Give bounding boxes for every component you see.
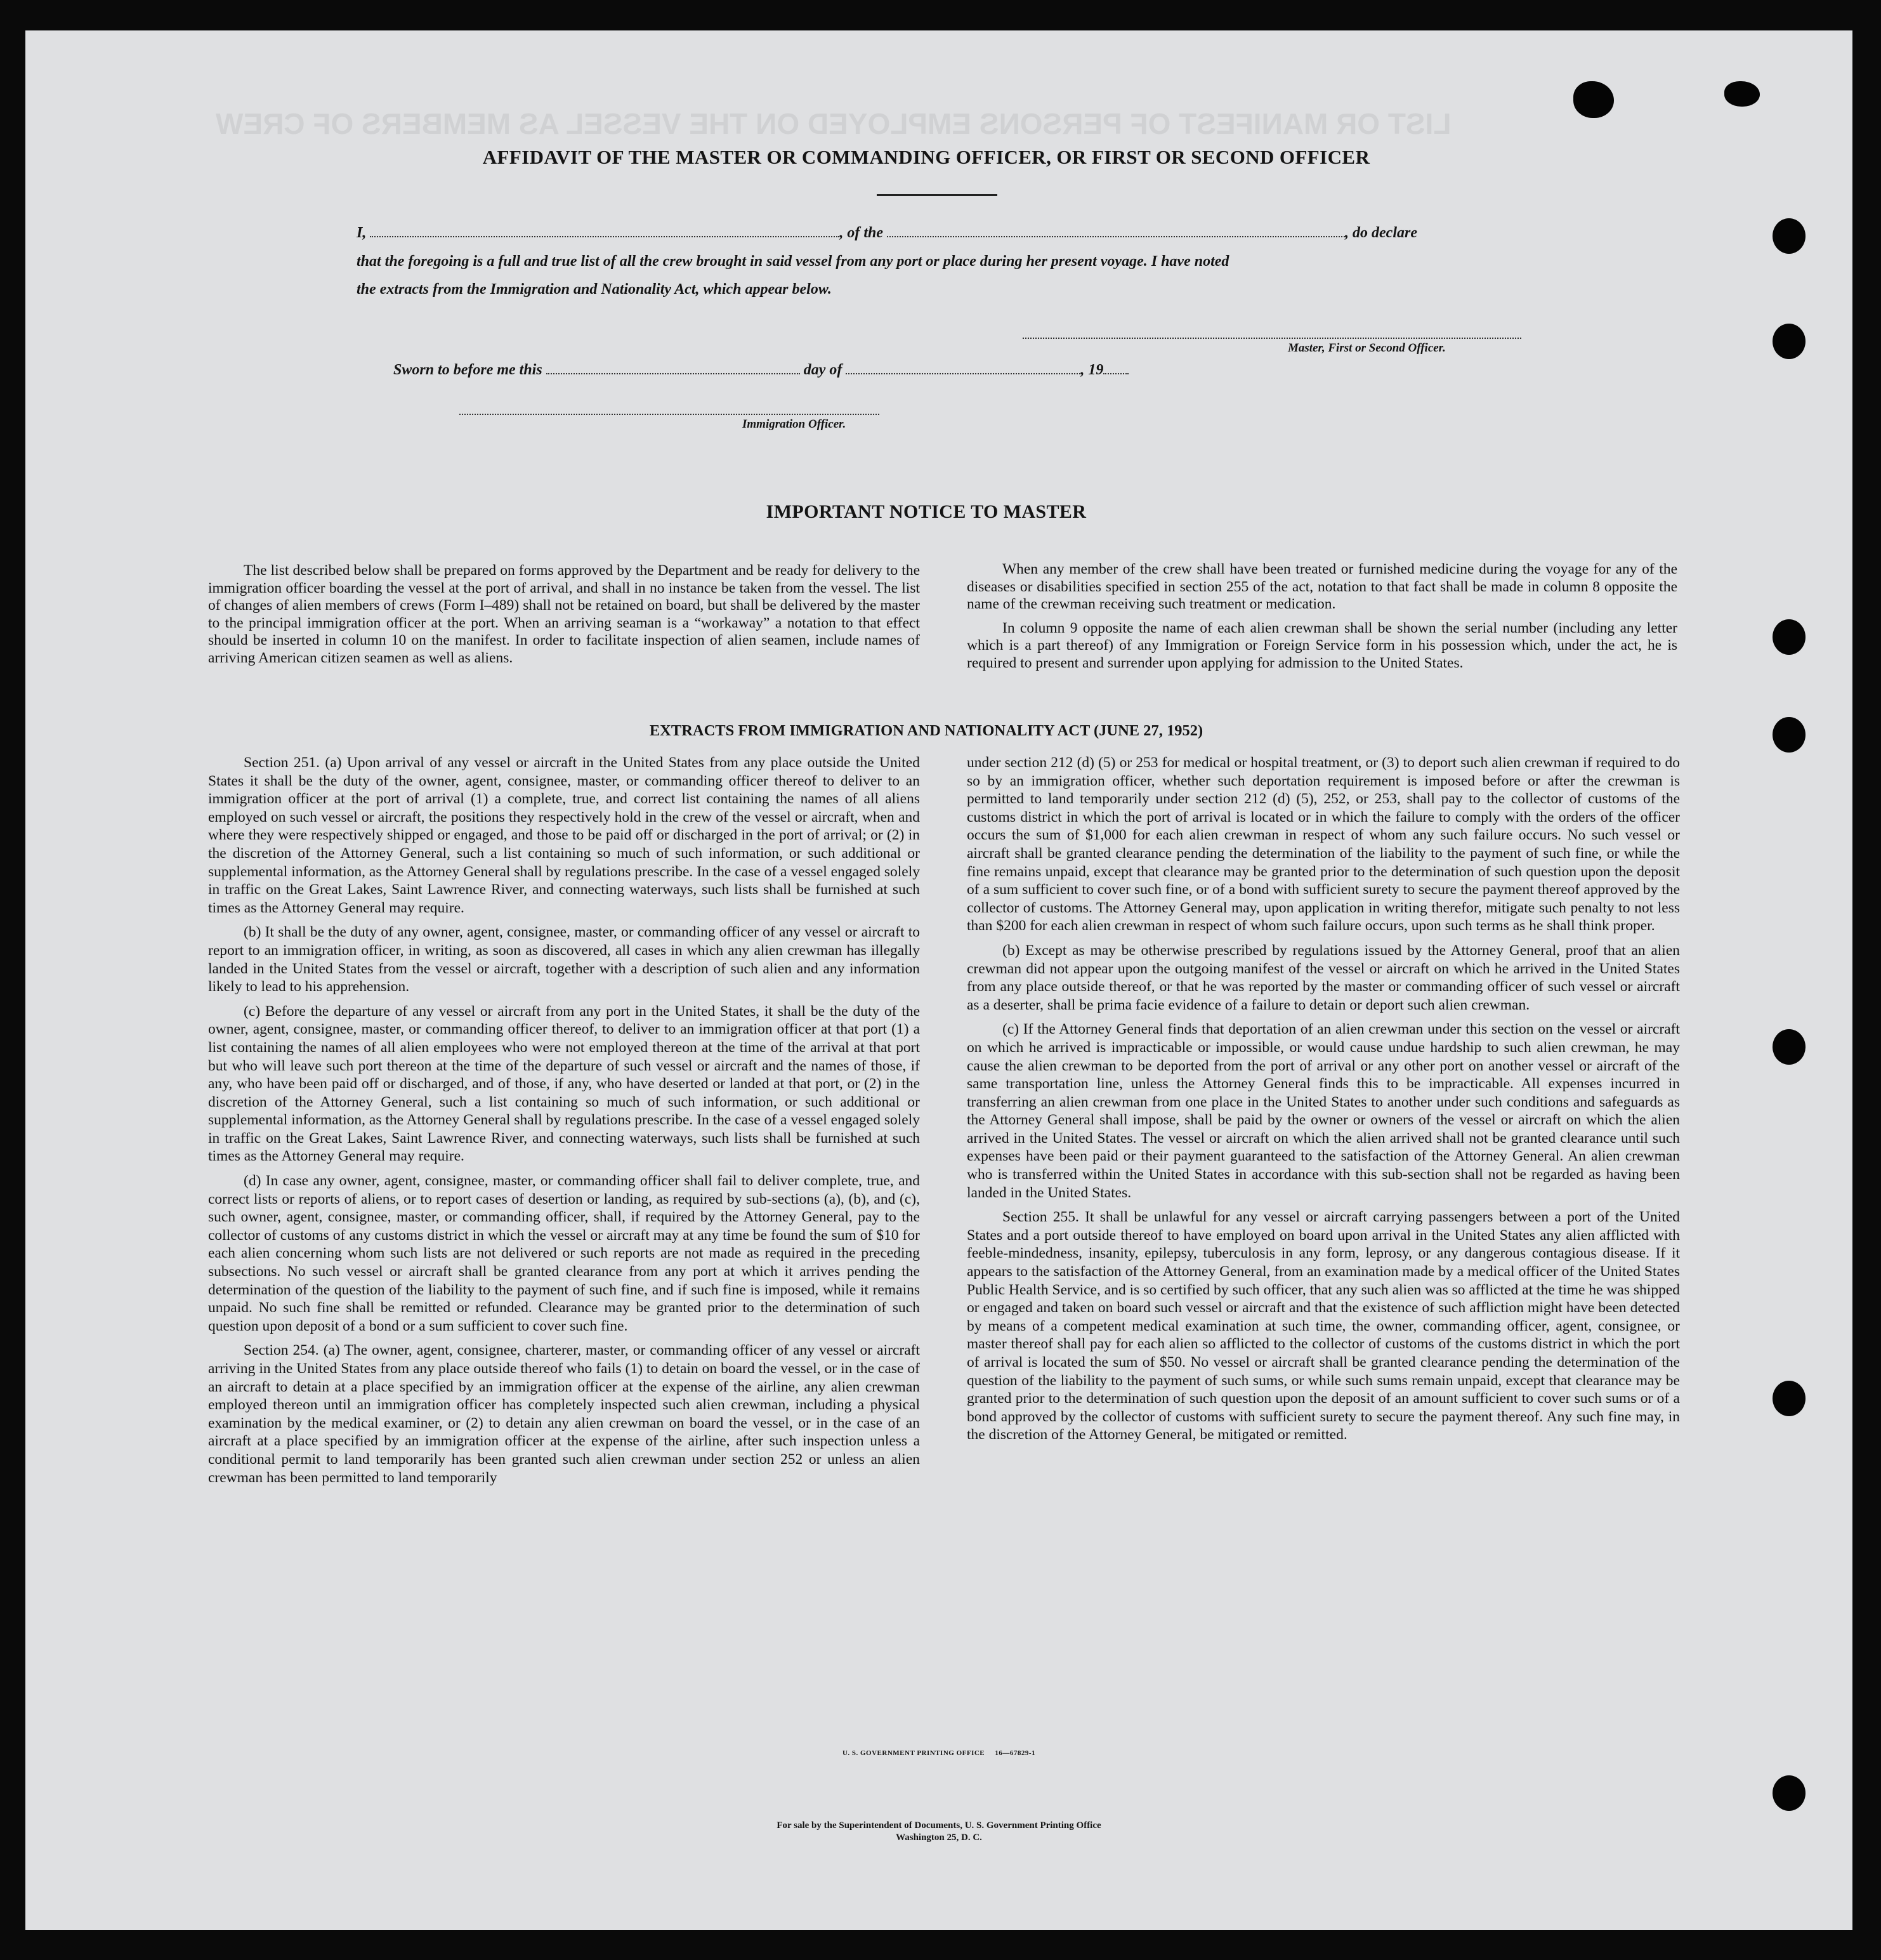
extracts-right-column — [967, 754, 1680, 1450]
declaration-line-1 — [357, 225, 1790, 242]
extract-paragraph: Section 254. (a) The owner, agent, consignee, charterer, master, or commanding officer of any vessel or aircraft arriving in the United States from any place outside thereof who fails (1) to detain on board the vessel, or in the case of an aircraft to detain at a place specified by an immigration officer at the expense of the airline, any alien crewman employed thereon until an immigration officer has completely inspected such alien crewman, including a physical examination by the medical examiner, or (2) to detain any alien crewman on board the vessel, or in the case of an aircraft at a place specified by an immigration officer at the expense of the airline, after such inspection unless a conditional permit to land temporarily has been granted such alien crewman under section 252 or unless an alien crewman has been permitted to land temporarily — [208, 1342, 920, 1486]
title-underline — [877, 194, 997, 196]
punch-hole — [1773, 717, 1806, 753]
affidavit-title: AFFIDAVIT OF THE MASTER OR COMMANDING OFFICER, OR FIRST OR SECOND OFFICER — [482, 146, 1370, 168]
sworn-year-blank[interactable] — [1103, 362, 1129, 374]
punch-hole — [1773, 1775, 1806, 1811]
notice-left-column — [208, 562, 920, 673]
sale-notice-line-1: For sale by the Superintendent of Documents, U. S. Government Printing Office — [777, 1820, 1101, 1831]
notice-paragraph: In column 9 opposite the name of each alien crewman shall be shown the serial number (including any letter which is a part thereof) of any Immigration or Foreign Service form in his possession which, under the act, he is required to present and surrender upon applying for admission to the United States. — [967, 619, 1677, 671]
name-blank[interactable] — [370, 225, 839, 237]
notice-paragraph: The list described below shall be prepared on forms approved by the Department and be ready for delivery to the immigration officer boarding the vessel at the port of arrival, and shall in no instance be taken from the vessel. The list of changes of alien members of crews (Form I–489) shall not be retained on board, but shall be delivered by the master to the principal immigration officer at the port. When an arriving seaman is a “workaway” a notation to that effect should be inserted in column 10 on the manifest. In order to facilitate inspection of alien seamen, include names of arriving American citizen seamen as well as aliens. — [208, 562, 920, 666]
extract-paragraph: (d) In case any owner, agent, consignee, master, or commanding officer shall fail to deliver complete, true, and correct lists or reports of aliens, or to report cases of desertion or landing, as required by sub-sections (a), (b), and (c), such owner, agent, consignee, master, or commanding officer, shall, if required by the Attorney General, pay to the collector of customs of any customs district in which the vessel or aircraft may at any time be found the sum of $10 for each alien concerning whom such lists are not delivered or such reports are not made as required in the preceding subsections. No such vessel or aircraft shall be granted clearance from any port at which it arrives pending the determination of the question of the liability to the payment of such fine, and if such fine is imposed, while it remains unpaid. No such fine shall be remitted or refunded. Clearance may be granted prior to the determination of such question upon deposit of a bond or a sum sufficient to cover such fine. — [208, 1173, 920, 1334]
punch-hole — [1773, 324, 1806, 359]
extract-paragraph: Section 255. It shall be unlawful for any vessel or aircraft carrying passengers between a port of the United States and a port outside thereof to have employed on board upon arrival in the United States any alien afflicted with feeble-mindedness, insanity, epilepsy, tuberculosis in any form, leprosy, or any dangerous contagious disease. If it appears to the satisfaction of the Attorney General, from an examination made by a medical officer of the United States Public Health Service, and is so certified by such officer, that any such alien was so afflicted at the time he was shipped or engaged and taken on board such vessel or aircraft and that the existence of such affliction might have been detected by means of a competent medical examination at such time, the owner, commanding officer, agent, consignee, or master thereof shall pay for each alien so afflicted to the collector of customs of the customs district in which the port of arrival is located the sum of $50. No vessel or aircraft shall be granted clearance pending the determination of the question of the liability to the payment of such sums, or while such sums remain unpaid, except that clearance may be granted prior to the determination of such question upon the deposit of an amount sufficient to cover such sums or of a bond approved by the collector of customs with sufficient surety to secure the payment thereof. Any such fine may, in the discretion of the Attorney General, be mitigated or remitted. — [967, 1209, 1680, 1444]
extracts-left-column — [208, 754, 920, 1493]
sworn-line — [393, 362, 1129, 379]
notice-title: IMPORTANT NOTICE TO MASTER — [766, 501, 1087, 522]
master-signature-caption: Master, First or Second Officer. — [1288, 341, 1446, 355]
sale-notice-line-2: Washington 25, D. C. — [896, 1832, 982, 1843]
declaration-line-2: that the foregoing is a full and true list of all the crew brought in said vessel from any port or place during her present voyage. I have noted — [357, 253, 1229, 270]
notice-right-column — [967, 561, 1677, 678]
document-page — [25, 30, 1852, 1930]
extract-paragraph: under section 212 (d) (5) or 253 for medical or hospital treatment, or (3) to deport such alien crewman if required to do so by an immigration officer, whether such deportation requirement is imposed before or after the crewman is permitted to land temporarily under section 212 (d) (5), 252, or 253, shall pay to the collector of customs of the customs district in which the port of arrival is located or in which the failure to comply with the orders of the officer occurs the sum of $1,000 for each alien crewman in respect of whom any such failure occurs. No such vessel or aircraft shall be granted clearance pending the determination of the liability to the payment of such fine, or while the fine remains unpaid, except that clearance may be granted prior to the determination of such question upon the deposit of a sum sufficient to cover such fine, or of a bond with sufficient surety to secure the payment thereof approved by the collector of customs. The Attorney General may, upon application in writing therefor, mitigate such penalty to not less than $200 for each alien crewman in respect of whom such failure occurs, upon such terms as he shall think proper. — [967, 754, 1680, 935]
immigration-officer-caption: Immigration Officer. — [742, 418, 846, 431]
label-do-declare: , do declare — [1345, 225, 1417, 241]
extract-paragraph: Section 251. (a) Upon arrival of any vessel or aircraft in the United States from any place outside the United States it shall be the duty of the owner, agent, consignee, master, or commanding officer thereof to deliver to an immigration officer at the port of arrival (1) a complete, true, and correct list containing the names of all aliens employed on such vessel or aircraft, the positions they respectively hold in the crew of the vessel or aircraft, when and where they were respectively shipped or engaged, and those to be paid off or discharged in the port of arrival; or (2) in the discretion of the Attorney General, such a list containing so much of such information, or such additional or supplemental information, as the Attorney General shall by regulations prescribe. In the case of a vessel engaged solely in traffic on the Great Lakes, Saint Lawrence River, and connecting waterways, such lists shall be furnished at such times as the Attorney General may require. — [208, 754, 920, 916]
ink-blot — [1573, 81, 1614, 118]
bleed-through-heading: LIST OR MANIFEST OF PERSONS EMPLOYED ON THE VESSEL AS MEMBERS OF CREW — [216, 107, 1452, 140]
extract-paragraph: (b) It shall be the duty of any owner, agent, consignee, master, or commanding officer of any vessel or aircraft to report to an immigration officer, in writing, as soon as discovered, all cases in which any alien crewman has illegally landed in the United States from the vessel or aircraft, together with a description of such alien and any information likely to lead to his apprehension. — [208, 924, 920, 996]
label-day-of: day of — [803, 362, 842, 378]
notice-paragraph: When any member of the crew shall have been treated or furnished medicine during the voyage for any of the diseases or disabilities specified in section 255 of the act, notation to that fact shall be made in column 8 opposite the name of the crewman receiving such treatment or medication. — [967, 561, 1677, 612]
extracts-title: EXTRACTS FROM IMMIGRATION AND NATIONALITY ACT (JUNE 27, 1952) — [649, 722, 1203, 739]
label-sworn: Sworn to before me this — [393, 362, 542, 378]
declaration-line-3: the extracts from the Immigration and Nationality Act, which appear below. — [357, 281, 832, 298]
master-signature-line[interactable] — [1023, 338, 1521, 339]
label-of-the: , of the — [839, 225, 884, 241]
extract-paragraph: (c) If the Attorney General finds that deportation of an alien crewman under this section on the vessel or aircraft on which he arrived is impracticable or impossible, or would cause undue hardship to such alien crewman, he may cause the alien crewman to be deported from the port of arrival or any other port on another vessel or aircraft of the same transportation line, unless the Attorney General finds this to be impracticable. All expenses incurred in transferring an alien crewman from one place in the United States to another under such conditions and safeguards as the Attorney General shall impose, shall be paid by the owner or owners of the vessel or aircraft on which the alien arrived in the United States. The vessel or aircraft on which the alien arrived shall not be granted clearance until such expenses have been paid or their payment guaranteed to the satisfaction of the Attorney General. An alien crewman who is transferred within the United States in accordance with this sub-section shall not be regarded as having been landed in the United States. — [967, 1021, 1680, 1201]
sworn-day-blank[interactable] — [546, 362, 800, 374]
immigration-officer-signature-line[interactable] — [459, 414, 879, 415]
punch-hole — [1773, 619, 1806, 655]
printing-office-imprint: U. S. GOVERNMENT PRINTING OFFICE 16—67829-1 — [842, 1749, 1036, 1757]
label-i: I, — [357, 225, 367, 241]
extract-paragraph: (c) Before the departure of any vessel or aircraft from any port in the United States, it shall be the duty of the owner, agent, consignee, master, or commanding officer thereof, to deliver to an immigration officer at that port (1) a list containing the names of all alien employees who were not employed thereon at the time of the arrival at that port but who will leave such port thereon at the time of the departure of such vessel or aircraft and the names of those, if any, who have been paid off or discharged, and of those, if any, who have deserted or landed at that port, or (2) in the discretion of the Attorney General, such a list containing so much of such information, or such additional or supplemental information, as the Attorney General shall by regulations prescribe. In the case of a vessel engaged solely in traffic on the Great Lakes, Saint Lawrence River, and connecting waterways, such lists shall be furnished at such times as the Attorney General may require. — [208, 1003, 920, 1165]
label-year: , 19 — [1080, 362, 1104, 378]
punch-hole — [1773, 1381, 1806, 1416]
ink-blot — [1724, 81, 1760, 107]
punch-hole — [1773, 1029, 1806, 1065]
sworn-month-blank[interactable] — [846, 362, 1080, 374]
sale-notice — [596, 1820, 1281, 1844]
vessel-blank[interactable] — [887, 225, 1345, 237]
extract-paragraph: (b) Except as may be otherwise prescribed by regulations issued by the Attorney General, proof that an alien crewman did not appear upon the outgoing manifest of the vessel or aircraft on which he arrived in the United States from any place outside thereof, or that he was reported by the master or commanding officer of such vessel or aircraft as a deserter, shall be prima facie evidence of a failure to detain or deport such alien crewman. — [967, 942, 1680, 1013]
